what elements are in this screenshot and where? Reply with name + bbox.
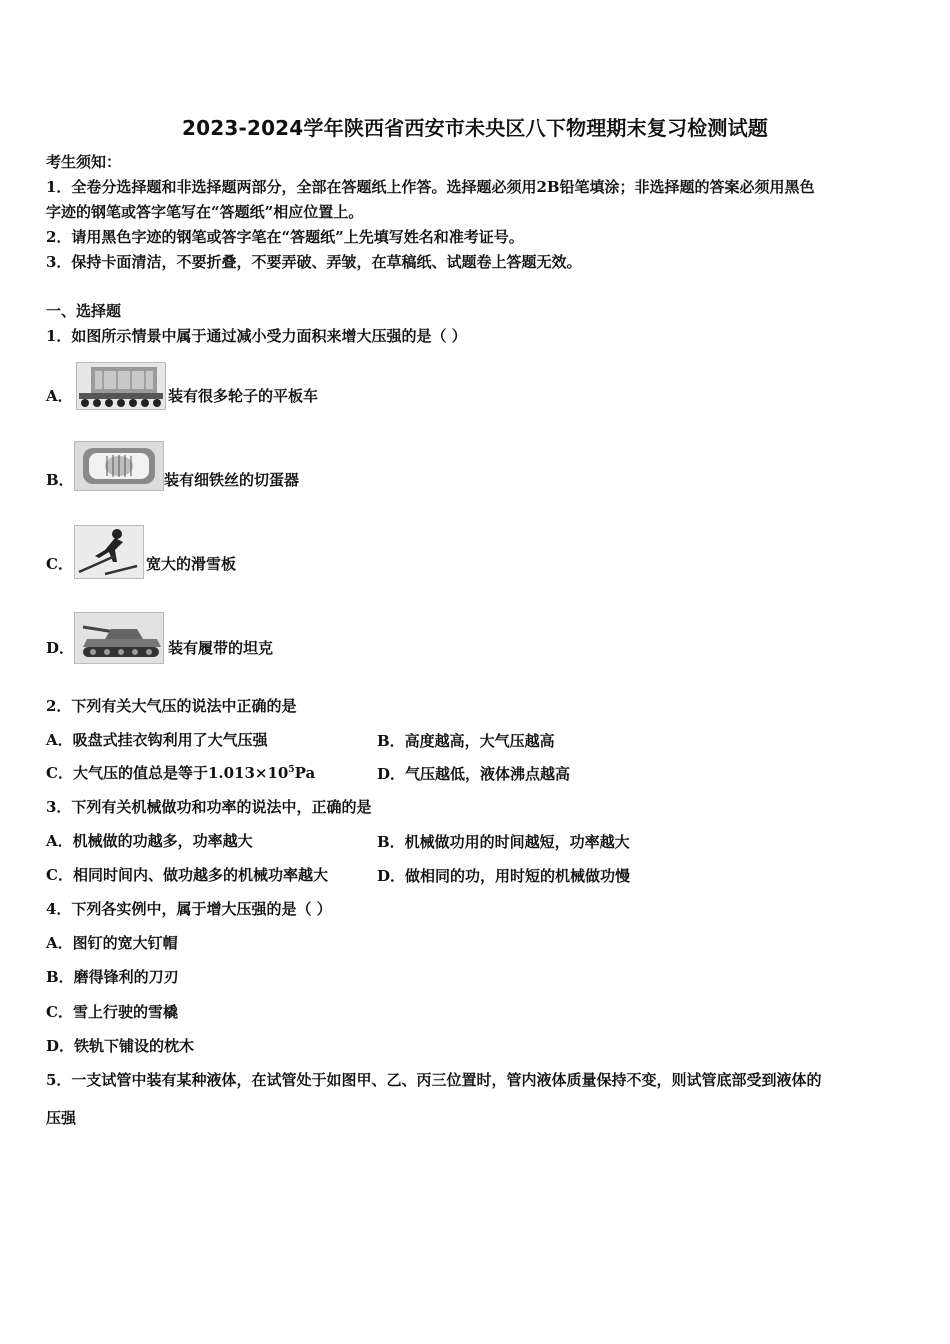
q1-option-d-label: D．: [46, 639, 75, 657]
q3-option-a: A．机械做的功越多，功率越大: [46, 832, 253, 850]
q1-option-d-text: 装有履带的坦克: [168, 639, 274, 657]
q2-option-a: A．吸盘式挂衣钩利用了大气压强: [46, 731, 268, 749]
q1-option-b-text: 装有细铁丝的切蛋器: [164, 471, 300, 489]
tank-photo-icon: [74, 612, 164, 664]
q3-option-b: B．机械做功用的时间越短，功率越大: [377, 833, 630, 851]
notice-item-2: 2．请用黑色字迹的钢笔或答字笔在“答题纸”上先填写姓名和准考证号。: [46, 228, 524, 246]
notice-item-3: 3．保持卡面清洁，不要折叠，不要弄破、弄皱，在草稿纸、试题卷上答题无效。: [46, 253, 582, 271]
q1-option-a-text: 装有很多轮子的平板车: [168, 387, 319, 405]
q4-option-b: B．磨得锋利的刀刃: [46, 968, 179, 986]
q4-option-d: D．铁轨下铺设的枕木: [46, 1037, 195, 1055]
q1-option-c-label: C．: [46, 555, 73, 573]
q2-option-c-unit: Pa: [294, 764, 316, 782]
q1-option-a-label: A．: [46, 387, 73, 405]
q2-option-c-prefix: C．大气压的值总是等于1.013×10: [46, 764, 289, 782]
q4-stem: 4．下列各实例中，属于增大压强的是（ ）: [46, 900, 332, 918]
q4-option-c: C．雪上行驶的雪橇: [46, 1003, 178, 1021]
page-title: 2023-2024学年陕西省西安市未央区八下物理期末复习检测试题: [181, 116, 769, 140]
q4-option-a: A．图钉的宽大钉帽: [46, 934, 178, 952]
q1-option-c-text: 宽大的滑雪板: [146, 555, 237, 573]
section-heading: 一、选择题: [46, 302, 122, 320]
q2-option-b: B．高度越高，大气压越高: [377, 732, 555, 750]
q5-stem-line-2: 压强: [46, 1109, 77, 1127]
q3-option-d: D．做相同的功，用时短的机械做功慢: [377, 867, 631, 885]
q1-option-b-label: B．: [46, 471, 74, 489]
flatbed-truck-photo-icon: [76, 362, 166, 410]
q2-option-d: D．气压越低，液体沸点越高: [377, 765, 571, 783]
q1-stem: 1．如图所示情景中属于通过减小受力面积来增大压强的是（ ）: [46, 327, 467, 345]
q5-stem-line-1: 5．一支试管中装有某种液体，在试管处于如图甲、乙、丙三位置时，管内液体质量保持不变，则试管底部受到液体的: [46, 1071, 822, 1089]
q3-option-c: C．相同时间内、做功越多的机械功率越大: [46, 866, 328, 884]
q2-option-c-exponent: 5: [288, 765, 295, 775]
notice-heading: 考生须知：: [46, 153, 122, 171]
egg-slicer-photo-icon: [74, 441, 164, 491]
notice-item-1-line-1: 1．全卷分选择题和非选择题两部分，全部在答题纸上作答。选择题必须用2B铅笔填涂；非选择题的答案必须用黑色: [46, 178, 815, 196]
q3-stem: 3．下列有关机械做功和功率的说法中，正确的是: [46, 798, 372, 816]
q2-stem: 2．下列有关大气压的说法中正确的是: [46, 697, 297, 715]
skier-photo-icon: [74, 525, 144, 579]
notice-item-1-line-2: 字迹的钢笔或答字笔写在“答题纸”相应位置上。: [46, 203, 364, 221]
q2-option-c: [46, 763, 315, 783]
